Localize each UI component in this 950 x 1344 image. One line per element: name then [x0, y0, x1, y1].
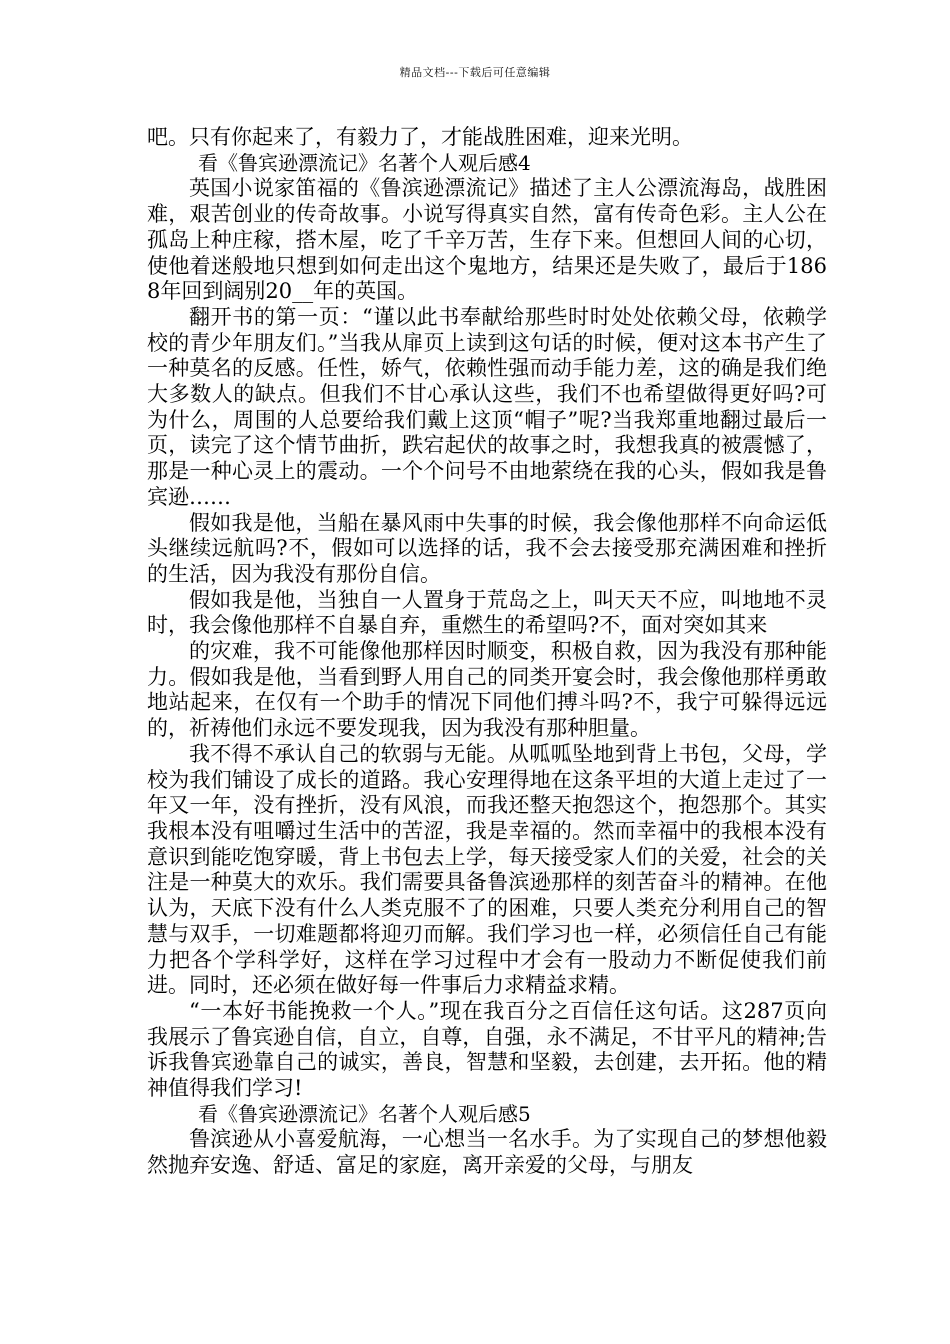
paragraph: 假如我是他，当船在暴风雨中失事的时候，我会像他那样不向命运低头继续远航吗?不，假如可以选择的话，我不会去接受那充满困难和挫折的生活，因为我没有那份自信。	[147, 510, 827, 586]
paragraph: 英国小说家笛福的《鲁滨逊漂流记》描述了主人公漂流海岛，战胜困难，艰苦创业的传奇故事。小说写得真实自然，富有传奇色彩。主人公在孤岛上种庄稼，搭木屋，吃了千辛万苦，生存下来。但想回人间的心切，使他着迷般地只想到如何走出这个鬼地方，结果还是失败了，最后于1868年回到阔别20__年的英国。	[147, 176, 827, 304]
paragraph: 假如我是他，当独自一人置身于荒岛之上，叫天天不应，叫地地不灵时，我会像他那样不自暴自弃，重燃生的希望吗?不，面对突如其来	[147, 587, 827, 638]
section-heading-4: 看《鲁宾逊漂流记》名著个人观后感4	[198, 150, 531, 175]
paragraph: “一本好书能挽救一个人。”现在我百分之百信任这句话。这287页向我展示了鲁宾逊自信，自立，自尊，自强，永不满足，不甘平凡的精神;告诉我鲁宾逊靠自己的诚实，善良，智慧和坚毅，去创建，去开拓。他的精神值得我们学习!	[147, 998, 827, 1101]
paragraph: 的灾难，我不可能像他那样因时顺变，积极自救，因为我没有那种能力。假如我是他，当看到野人用自己的同类开宴会时，我会像他那样勇敢地站起来，在仅有一个助手的情况下同他们搏斗吗?不，我宁可躲得远远的，祈祷他们永远不要发现我，因为我没有那种胆量。	[147, 639, 827, 741]
paragraph: 鲁滨逊从小喜爱航海，一心想当一名水手。为了实现自己的梦想他毅然抛弃安逸、舒适、富足的家庭，离开亲爱的父母，与朋友	[147, 1127, 827, 1178]
paragraph-continuation: 吧。只有你起来了，有毅力了，才能战胜困难，迎来光明。	[147, 125, 693, 149]
section-heading-5: 看《鲁宾逊漂流记》名著个人观后感5	[198, 1101, 531, 1126]
page-header: 精品文档---下载后可任意编辑	[399, 66, 551, 79]
paragraph: 我不得不承认自己的软弱与无能。从呱呱坠地到背上书包，父母，学校为我们铺设了成长的道路。我心安理得地在这条平坦的大道上走过了一年又一年，没有挫折，没有风浪，而我还整天抱怨这个，抱怨那个。其实我根本没有咀嚼过生活中的苦涩，我是幸福的。然而幸福中的我根本没有意识到能吃饱穿暖，背上书包去上学，每天接受家人们的关爱，社会的关注是一种莫大的欢乐。我们需要具备鲁滨逊那样的刻苦奋斗的精神。在他认为，天底下没有什么人类克服不了的困难，只要人类充分利用自己的智慧与双手，一切难题都将迎刃而解。我们学习也一样，必须信任自己有能力把各个学科学好，这样在学习过程中才会有一股动力不断促使我们前进。同时，还必须在做好每一件事后力求精益求精。	[147, 741, 827, 998]
paragraph: 翻开书的第一页：“谨以此书奉献给那些时时处处依赖父母，依赖学校的青少年朋友们。”当我从扉页上读到这句话的时候，便对这本书产生了一种莫名的反感。任性，娇气，依赖性强而动手能力差，这的确是我们绝大多数人的缺点。但我们不甘心承认这些，我们不也希望做得更好吗?可为什么，周围的人总要给我们戴上这顶“帽子”呢?当我郑重地翻过最后一页，读完了这个情节曲折，跌宕起伏的故事之时，我想我真的被震憾了，那是一种心灵上的震动。一个个问号不由地萦绕在我的心头，假如我是鲁宾逊……	[147, 304, 827, 509]
document-body	[147, 125, 827, 1179]
